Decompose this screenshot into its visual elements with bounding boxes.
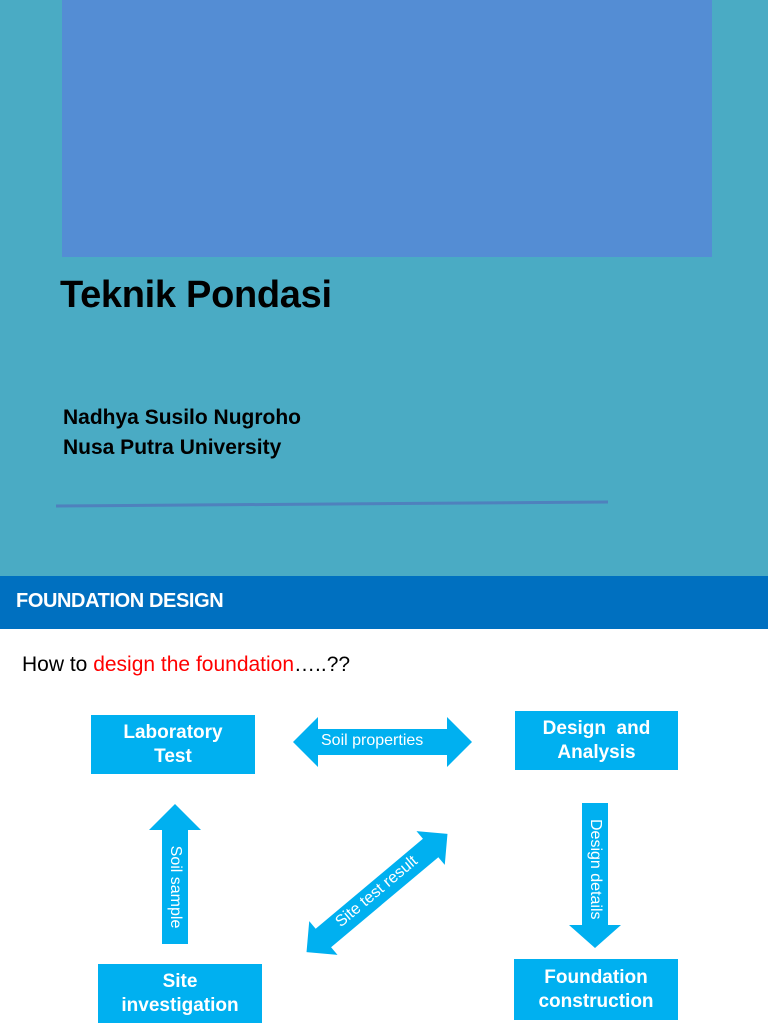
author-institution: Nusa Putra University [63,436,282,459]
header-title: FOUNDATION DESIGN [16,590,224,612]
foundation-construction-box [514,959,678,1020]
site-investigation-line2: investigation [121,994,239,1016]
design-analysis-box [515,711,678,770]
soil-properties-label: Soil properties [321,732,424,749]
design-analysis-line2: Analysis [557,741,636,763]
question-suffix: …..?? [294,653,351,676]
site-test-result-label: Site test result [332,852,421,931]
foundation-design-slide [0,576,768,1024]
question-highlight: design the foundation [93,653,295,676]
site-investigation-box [98,964,262,1023]
author-block [63,403,301,463]
slide-title: Teknik Pondasi [60,274,332,316]
design-analysis-line1: Design and [542,717,651,739]
author-name: Nadhya Susilo Nugroho [63,406,302,429]
question-prefix: How to [22,653,94,676]
soil-sample-label: Soil sample [167,845,184,929]
laboratory-test-line2: Test [154,745,192,767]
hero-image-placeholder [62,0,712,257]
flow-arrows [0,576,768,1024]
title-divider [0,490,768,520]
design-details-label: Design details [587,819,604,920]
site-investigation-line1: Site [162,970,198,992]
laboratory-test-box [91,715,255,774]
foundation-construction-line1: Foundation [544,966,648,988]
laboratory-test-line1: Laboratory [123,721,223,743]
foundation-construction-line2: construction [538,990,654,1012]
